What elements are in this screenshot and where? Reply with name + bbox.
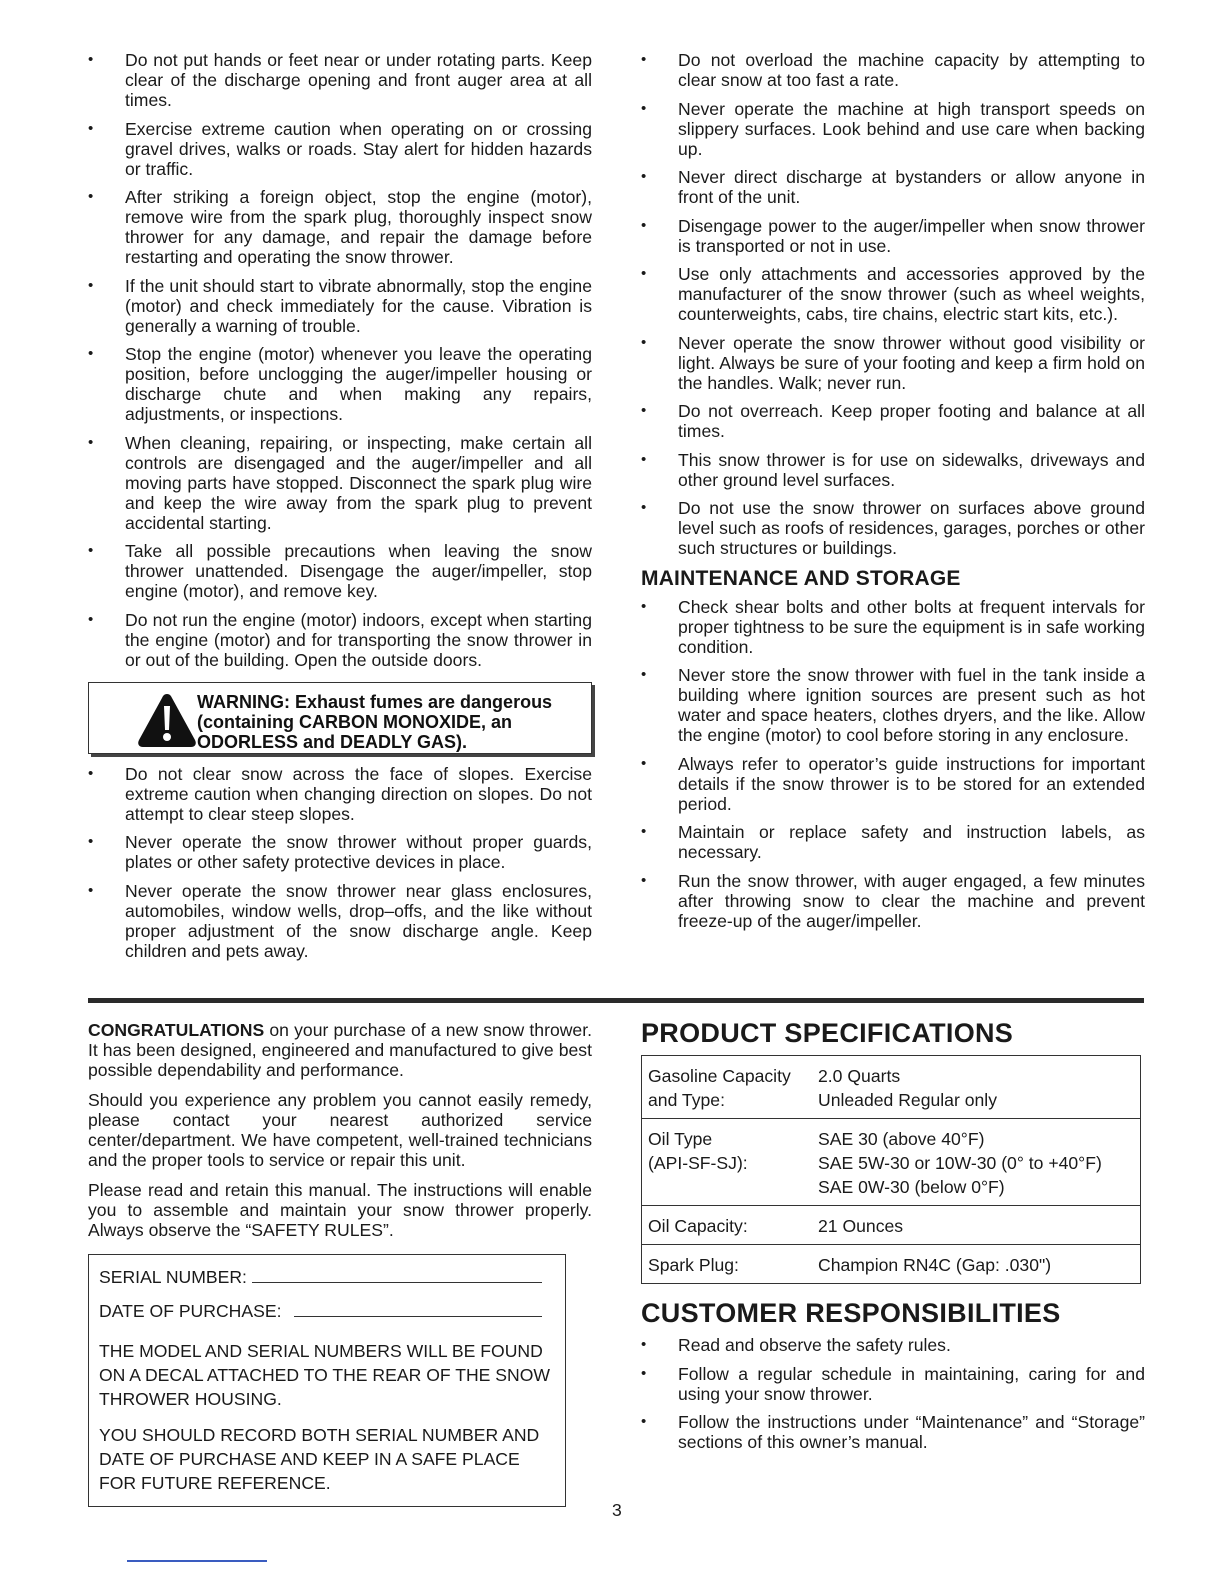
spec-label: Spark Plug: (648, 1255, 739, 1275)
manual-paragraph: Please read and retain this manual. The instructions will enable you to assemble and maintain your snow thrower properly. Always observe the “SAFETY RULES”. (88, 1180, 592, 1240)
list-item: • Do not put hands or feet near or under rotating parts. Keep clear of the discharge opening and front auger area at all times. (88, 50, 592, 110)
support-paragraph: Should you experience any problem you cannot easily remedy, please contact your nearest authorized service center/department. We have competent, well-trained technicians and the proper tools to service or repair this unit. (88, 1090, 592, 1170)
list-item: • Never operate the snow thrower near glass enclosures, automobiles, window wells, drop–offs, and the like without proper adjustment of the snow discharge angle. Keep children and pets away. (88, 881, 592, 961)
congratulations-label: CONGRATULATIONS (88, 1020, 265, 1040)
spec-value: SAE 5W-30 or 10W-30 (0° to +40°F) (818, 1153, 1102, 1173)
serial-number-label: SERIAL NUMBER: (99, 1267, 247, 1287)
list-item: • Run the snow thrower, with auger engaged, a few minutes after throwing snow to clear the machine and prevent freeze-up of the auger/impeller. (641, 871, 1145, 931)
customer-responsibilities-heading: CUSTOMER RESPONSIBILITIES (641, 1298, 1061, 1328)
list-item: • Do not overreach. Keep proper footing and balance at all times. (641, 401, 1145, 441)
right-bottom-column (641, 1018, 1145, 1461)
list-item: • Never operate the machine at high transport speeds on slippery surfaces. Look behind and use care when backing up. (641, 99, 1145, 159)
date-of-purchase-field[interactable] (294, 1302, 542, 1317)
spec-value: 2.0 Quarts (818, 1066, 901, 1086)
spec-label: Oil Type (648, 1129, 713, 1149)
specifications-table (641, 1055, 1141, 1284)
list-item: • Disengage power to the auger/impeller when snow thrower is transported or not in use. (641, 216, 1145, 256)
list-item: • When cleaning, repairing, or inspecting, make certain all controls are disengaged and the auger/impeller and all moving parts have stopped. Disconnect the spark plug wire and keep the wire away from the spark plug to prevent accidental starting. (88, 433, 592, 533)
list-item: • Check shear bolts and other bolts at frequent intervals for proper tightness to be sure the equipment is in safe working condition. (641, 597, 1145, 657)
list-item: • This snow thrower is for use on sidewalks, driveways and other ground level surfaces. (641, 450, 1145, 490)
congratulations-text: on your purchase of a new snow thrower. It has been designed, engineered and manufactured to give best possible dependability and performance. (88, 1020, 592, 1080)
list-item: • Read and observe the safety rules. (641, 1335, 1145, 1355)
spec-label: Gasoline Capacity (648, 1066, 791, 1086)
list-item: • Always refer to operator’s guide instructions for important details if the snow thrower is to be stored for an extended period. (641, 754, 1145, 814)
left-bottom-column (88, 1020, 592, 1507)
safety-list-a (88, 50, 592, 670)
list-item: • Follow the instructions under “Maintenance” and “Storage” sections of this owner’s manual. (641, 1412, 1145, 1452)
list-item: • Do not clear snow across the face of slopes. Exercise extreme caution when changing direction on slopes. Do not attempt to clear steep slopes. (88, 764, 592, 824)
list-item: • If the unit should start to vibrate abnormally, stop the engine (motor) and check immediately for the cause. Vibration is generally a warning of trouble. (88, 276, 592, 336)
spec-value: SAE 30 (above 40°F) (818, 1129, 985, 1149)
product-specifications-heading: PRODUCT SPECIFICATIONS (641, 1018, 1014, 1048)
spec-value: Unleaded Regular only (818, 1090, 997, 1110)
section-divider (88, 998, 1144, 1003)
right-top-column (641, 50, 1145, 939)
list-item: • Stop the engine (motor) whenever you leave the operating position, before unclogging the auger/impeller housing or discharge chute and when making any repairs, adjustments, or inspections. (88, 344, 592, 424)
list-item: • Never operate the snow thrower without proper guards, plates or other safety protective devices in place. (88, 832, 592, 872)
date-of-purchase-row (99, 1301, 555, 1321)
spec-value: Champion RN4C (Gap: .030") (818, 1255, 1052, 1275)
congratulations-paragraph (88, 1020, 592, 1080)
list-item: • Never direct discharge at bystanders or allow anyone in front of the unit. (641, 167, 1145, 207)
warning-box (88, 682, 592, 754)
list-item: • After striking a foreign object, stop the engine (motor), remove wire from the spark plug, thoroughly inspect snow thrower for any damage, and repair the damage before restarting and operating the snow thrower. (88, 187, 592, 267)
list-item: • Do not use the snow thrower on surfaces above ground level such as roofs of residences, garages, porches or other such structures or buildings. (641, 498, 1145, 558)
list-item: • Follow a regular schedule in maintaining, caring for and using your snow thrower. (641, 1364, 1145, 1404)
list-item: • Never store the snow thrower with fuel in the tank inside a building where ignition sources are present such as hot water and space heaters, clothes dryers, and the like. Allow the engine (motor) to cool before storing in any enclosure. (641, 665, 1145, 745)
safety-list-c (641, 50, 1145, 558)
spec-row-spark-plug (642, 1245, 1141, 1284)
list-item: • Never operate the snow thrower without good visibility or light. Always be sure of your footing and keep a firm hold on the handles. Walk; never run. (641, 333, 1145, 393)
serial-number-field[interactable] (252, 1268, 542, 1283)
record-box (88, 1254, 566, 1507)
serial-number-row (99, 1267, 555, 1287)
spec-row-gasoline (642, 1056, 1141, 1119)
record-note: YOU SHOULD RECORD BOTH SERIAL NUMBER AND DATE OF PURCHASE AND KEEP IN A SAFE PLACE FOR FUTURE REFERENCE. (99, 1425, 540, 1493)
list-item: • Take all possible precautions when leaving the snow thrower unattended. Disengage the auger/impeller, stop engine (motor), and remove key. (88, 541, 592, 601)
scan-mark (127, 1560, 267, 1562)
list-item: • Exercise extreme caution when operating on or crossing gravel drives, walks or roads. Stay alert for hidden hazards or traffic. (88, 119, 592, 179)
warning-text: WARNING: Exhaust fumes are dangerous (containing CARBON MONOXIDE, an ODORLESS and DEADLY GAS). (197, 691, 553, 752)
left-top-column (88, 50, 592, 961)
customer-list (641, 1335, 1145, 1452)
maintenance-heading: MAINTENANCE AND STORAGE (641, 566, 961, 590)
list-item: • Maintain or replace safety and instruction labels, as necessary. (641, 822, 1145, 862)
safety-list-b (88, 764, 592, 961)
decal-note: THE MODEL AND SERIAL NUMBERS WILL BE FOUND ON A DECAL ATTACHED TO THE REAR OF THE SNOW THROWER HOUSING. (99, 1341, 551, 1409)
maintenance-list (641, 597, 1145, 931)
spec-row-oil-type (642, 1119, 1141, 1206)
spec-row-oil-capacity (642, 1206, 1141, 1245)
warning-triangle-icon (137, 692, 197, 748)
spec-label: Oil Capacity: (648, 1216, 748, 1236)
spec-value: SAE 0W-30 (below 0°F) (818, 1177, 1005, 1197)
spec-label: and Type: (648, 1090, 725, 1110)
list-item: • Use only attachments and accessories approved by the manufacturer of the snow thrower (such as wheel weights, counterweights, cabs, tire chains, electric start kits, etc.). (641, 264, 1145, 324)
page-number: 3 (612, 1500, 622, 1520)
date-of-purchase-label: DATE OF PURCHASE: (99, 1301, 282, 1321)
list-item: • Do not run the engine (motor) indoors, except when starting the engine (motor) and for transporting the snow thrower in or out of the building. Open the outside doors. (88, 610, 592, 670)
spec-label: (API-SF-SJ): (648, 1153, 748, 1173)
list-item: • Do not overload the machine capacity by attempting to clear snow at too fast a rate. (641, 50, 1145, 90)
spec-value: 21 Ounces (818, 1216, 904, 1236)
